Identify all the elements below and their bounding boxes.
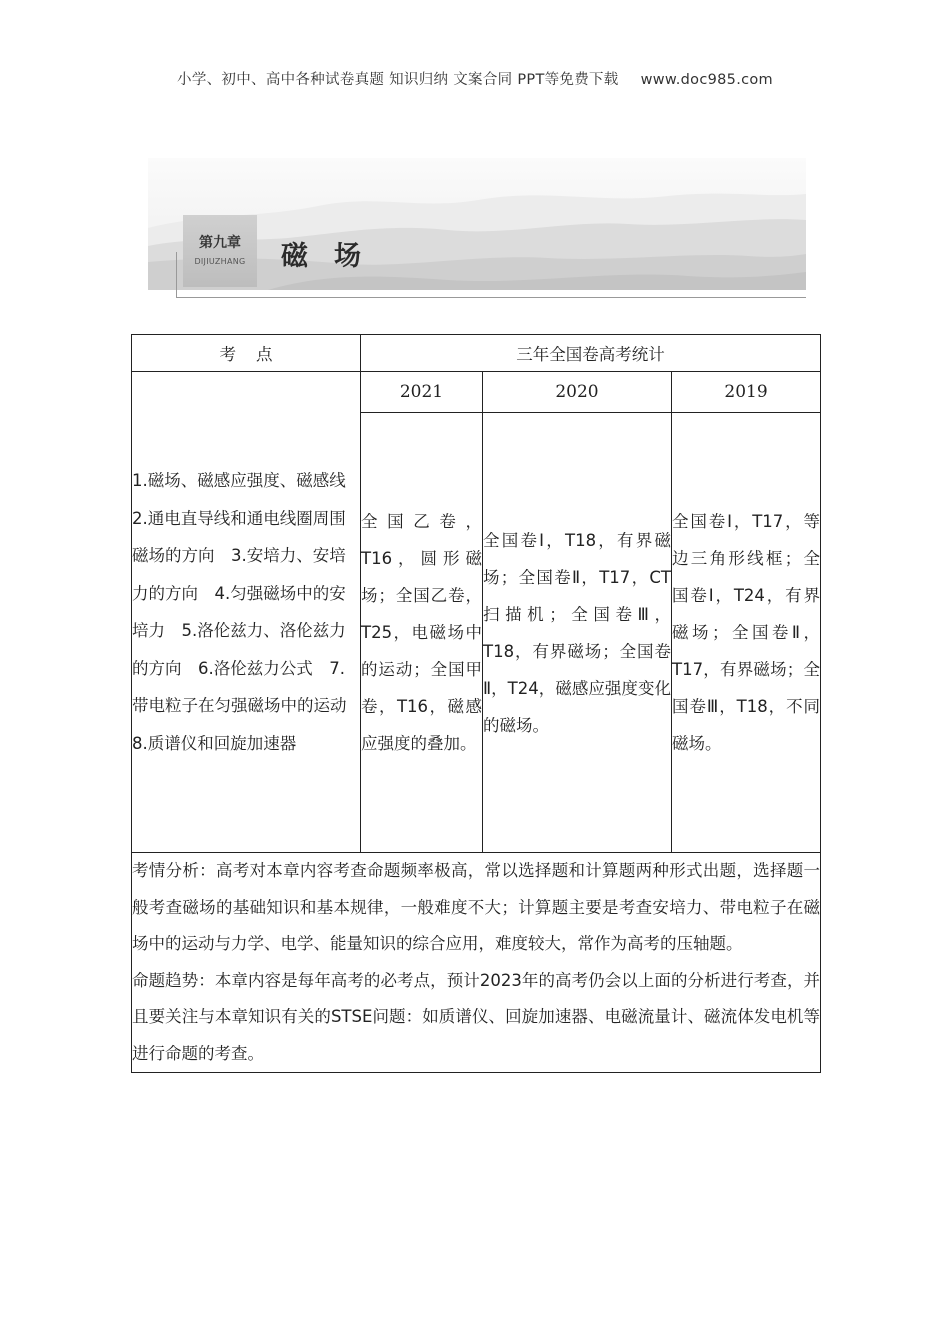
exam-trend: 命题趋势：本章内容是每年高考的必考点，预计2023年的高考仍会以上面的分析进行考查，并且要关注与本章知识有关的STSE问题：如质谱仪、回旋加速器、电磁流量计、磁流体发电机等进行命题的考查。 — [132, 970, 821, 1063]
chapter-badge — [183, 215, 257, 287]
year-2020: 2020 — [483, 372, 672, 413]
stats-2019: 全国卷Ⅰ，T17，等边三角形线框；全国卷Ⅰ，T24，有界磁场；全国卷Ⅱ，T17，有界磁场；全国卷Ⅲ，T18，不同磁场。 — [672, 413, 821, 853]
header-text: 小学、初中、高中各种试卷真题 知识归纳 文案合同 PPT等免费下载 — [177, 72, 619, 88]
header-kaodian-cell — [132, 335, 361, 372]
chapter-label: 第九章 — [199, 235, 241, 251]
analysis-cell — [132, 853, 821, 1073]
header-statistics: 三年全国卷高考统计 — [361, 335, 821, 372]
exam-statistics-table — [131, 334, 821, 1073]
exam-analysis: 考情分析：高考对本章内容考查命题频率极高，常以选择题和计算题两种形式出题，选择题一般考查磁场的基础知识和基本规律，一般难度不大；计算题主要是考查安培力、带电粒子在磁场中的运动与力学、电学、能量知识的综合应用，难度较大，常作为高考的压轴题。 — [132, 861, 821, 953]
stats-2021: 全国乙卷，T16，圆形磁场；全国乙卷，T25，电磁场中的运动；全国甲卷，T16，磁感应强度的叠加。 — [361, 413, 483, 853]
banner-divider-vertical — [176, 252, 177, 298]
page-header — [0, 68, 950, 89]
chapter-pinyin: DIJIUZHANG — [194, 257, 246, 266]
chapter-title: 磁场 — [281, 241, 387, 272]
header-kaodian: 考点 — [219, 345, 293, 364]
year-2019: 2019 — [672, 372, 821, 413]
year-2021: 2021 — [361, 372, 483, 413]
stats-2020: 全国卷Ⅰ，T18，有界磁场；全国卷Ⅱ，T17，CT扫描机；全国卷Ⅲ，T18，有界磁场；全国卷Ⅱ，T24，磁感应强度变化的磁场。 — [483, 413, 672, 853]
header-url[interactable]: www.doc985.com — [640, 72, 773, 88]
banner-divider-horizontal — [176, 297, 806, 298]
kaodian-list: 1.磁场、磁感应强度、磁感线 2.通电直导线和通电线圈周围磁场的方向 3.安培力、安培力的方向 4.匀强磁场中的安培力 5.洛伦兹力、洛伦兹力的方向 6.洛伦兹力公式 7.带电粒子在匀强磁场中的运动 8.质谱仪和回旋加速器 — [132, 372, 361, 853]
